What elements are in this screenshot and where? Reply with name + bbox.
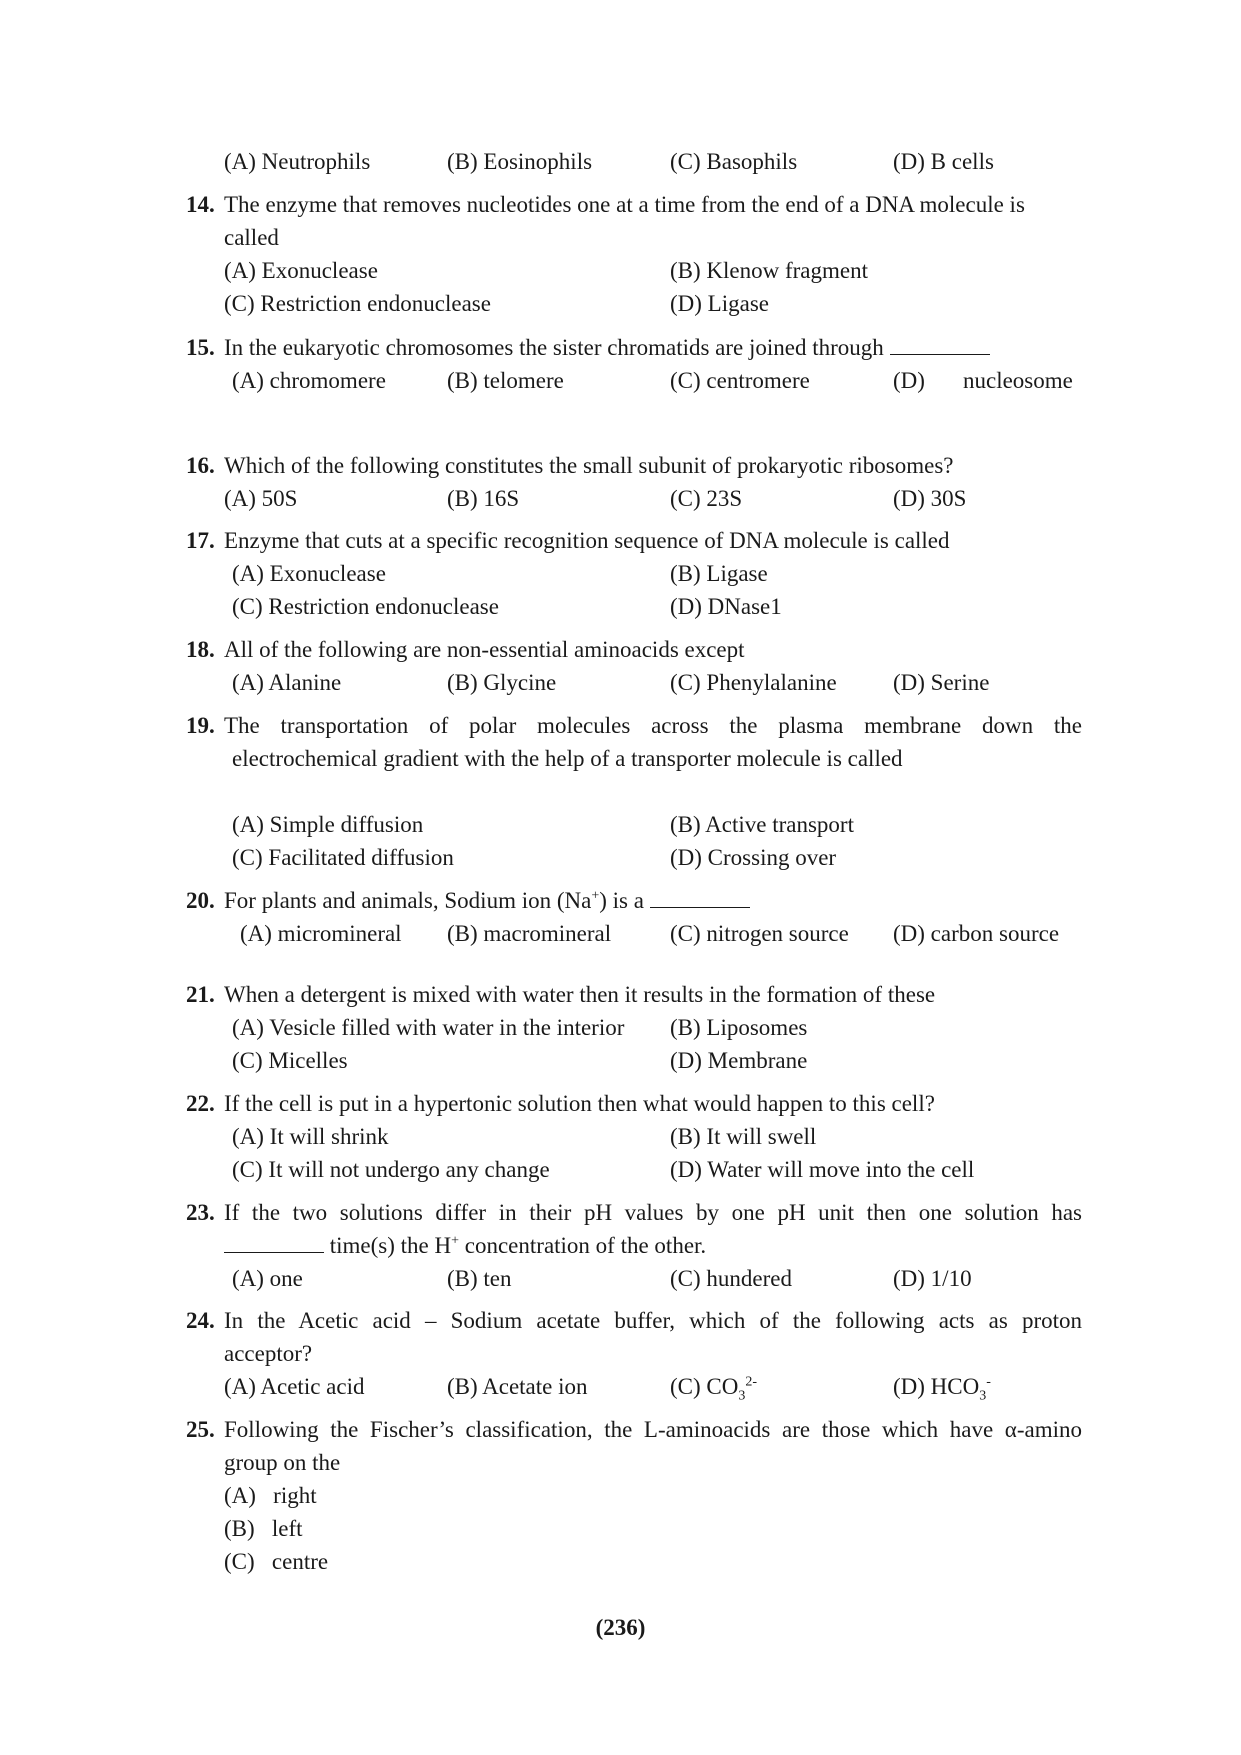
question-16-text: Which of the following constitutes the small subunit of prokaryotic ribosomes? <box>224 453 954 478</box>
option-20-a: (A) micromineral <box>240 921 402 946</box>
question-23-text-line1: If the two solutions differ in their pH values by one pH unit then one solution has <box>224 1200 1082 1225</box>
option-13-d: (D) B cells <box>893 149 994 174</box>
option-22-a: (A) It will shrink <box>232 1124 389 1149</box>
question-18-number: 18. <box>186 637 215 662</box>
option-18-c: (C) Phenylalanine <box>670 670 837 695</box>
question-23-text-line2: time(s) the H+ concentration of the other. <box>224 1231 706 1261</box>
option-14-d: (D) Ligase <box>670 291 769 316</box>
option-23-a: (A) one <box>232 1266 303 1291</box>
option-22-c: (C) It will not undergo any change <box>232 1157 550 1182</box>
question-17-text: Enzyme that cuts at a specific recognition sequence of DNA molecule is called <box>224 528 950 553</box>
option-17-c: (C) Restriction endonuclease <box>232 594 499 619</box>
option-23-d: (D) 1/10 <box>893 1266 972 1291</box>
option-13-b: (B) Eosinophils <box>447 149 593 174</box>
option-22-b: (B) It will swell <box>670 1124 817 1149</box>
option-19-a: (A) Simple diffusion <box>232 812 424 837</box>
question-21-number: 21. <box>186 982 215 1007</box>
option-23-b: (B) ten <box>447 1266 512 1291</box>
answer-blank <box>224 1232 324 1253</box>
option-18-d: (D) Serine <box>893 670 990 695</box>
question-20-number: 20. <box>186 888 215 913</box>
option-21-c: (C) Micelles <box>232 1048 348 1073</box>
option-21-a: (A) Vesicle filled with water in the interior <box>232 1015 625 1040</box>
option-20-c: (C) nitrogen source <box>670 921 849 946</box>
question-24-text-line1: In the Acetic acid – Sodium acetate buffer, which of the following acts as proton <box>224 1308 1082 1333</box>
option-16-d: (D) 30S <box>893 486 967 511</box>
question-14-text-line2: called <box>224 225 279 250</box>
option-23-c: (C) hundered <box>670 1266 792 1291</box>
question-21-text: When a detergent is mixed with water then it results in the formation of these <box>224 982 936 1007</box>
option-18-a: (A) Alanine <box>232 670 342 695</box>
question-24-number: 24. <box>186 1308 215 1333</box>
question-25-text-line2: group on the <box>224 1450 341 1475</box>
option-24-c: (C) $CO_3^{2-}$ <box>670 1374 758 1404</box>
answer-blank <box>650 887 750 908</box>
option-19-d: (D) Crossing over <box>670 845 837 870</box>
option-16-a: (A) 50S <box>224 486 298 511</box>
option-15-d-label: (D) <box>893 368 925 393</box>
option-24-a: (A) Acetic acid <box>224 1374 365 1399</box>
option-15-a: (A) chromomere <box>232 368 386 393</box>
question-20-text: For plants and animals, Sodium ion (Na+) is a <box>224 886 750 916</box>
option-14-c: (C) Restriction endonuclease <box>224 291 491 316</box>
option-16-b: (B) 16S <box>447 486 520 511</box>
question-19-number: 19. <box>186 713 215 738</box>
question-22-number: 22. <box>186 1091 215 1116</box>
option-25-b: (B) left <box>224 1516 303 1541</box>
option-20-b: (B) macromineral <box>447 921 612 946</box>
question-22-text: If the cell is put in a hypertonic solution then what would happen to this cell? <box>224 1091 935 1116</box>
option-15-b: (B) telomere <box>447 368 564 393</box>
option-17-b: (B) Ligase <box>670 561 768 586</box>
option-14-a: (A) Exonuclease <box>224 258 378 283</box>
question-19-text-line2: electrochemical gradient with the help of a transporter molecule is called <box>232 746 903 771</box>
option-15-d: nucleosome <box>963 368 1073 393</box>
option-19-c: (C) Facilitated diffusion <box>232 845 454 870</box>
option-19-b: (B) Active transport <box>670 812 854 837</box>
page-number: (236) <box>595 1615 646 1640</box>
option-22-d: (D) Water will move into the cell <box>670 1157 975 1182</box>
option-17-a: (A) Exonuclease <box>232 561 386 586</box>
question-19-text-line1: The transportation of polar molecules across the plasma membrane down the <box>224 713 1082 738</box>
option-14-b: (B) Klenow fragment <box>670 258 868 283</box>
question-25-number: 25. <box>186 1417 215 1442</box>
option-21-b: (B) Liposomes <box>670 1015 808 1040</box>
answer-blank <box>890 334 990 355</box>
option-20-d: (D) carbon source <box>893 921 1060 946</box>
option-17-d: (D) DNase1 <box>670 594 782 619</box>
option-21-d: (D) Membrane <box>670 1048 808 1073</box>
question-15-number: 15. <box>186 335 215 360</box>
option-13-a: (A) Neutrophils <box>224 149 371 174</box>
question-25-text-line1: Following the Fischer’s classification, the L-aminoacids are those which have α-amino <box>224 1417 1082 1442</box>
question-14-text-line1: The enzyme that removes nucleotides one at a time from the end of a DNA molecule is <box>224 192 1025 217</box>
option-18-b: (B) Glycine <box>447 670 557 695</box>
question-18-text: All of the following are non-essential aminoacids except <box>224 637 745 662</box>
option-15-c: (C) centromere <box>670 368 810 393</box>
question-24-text-line2: acceptor? <box>224 1341 313 1366</box>
option-25-c: (C) centre <box>224 1549 329 1574</box>
option-24-b: (B) Acetate ion <box>447 1374 588 1399</box>
question-23-number: 23. <box>186 1200 215 1225</box>
option-16-c: (C) 23S <box>670 486 743 511</box>
question-14-number: 14. <box>186 192 215 217</box>
option-13-c: (C) Basophils <box>670 149 798 174</box>
question-15-text: In the eukaryotic chromosomes the sister chromatids are joined through <box>224 333 990 363</box>
option-24-d: (D) $HCO_3^-$ <box>893 1374 991 1404</box>
question-16-number: 16. <box>186 453 215 478</box>
option-25-a: (A) right <box>224 1483 317 1508</box>
question-17-number: 17. <box>186 528 215 553</box>
